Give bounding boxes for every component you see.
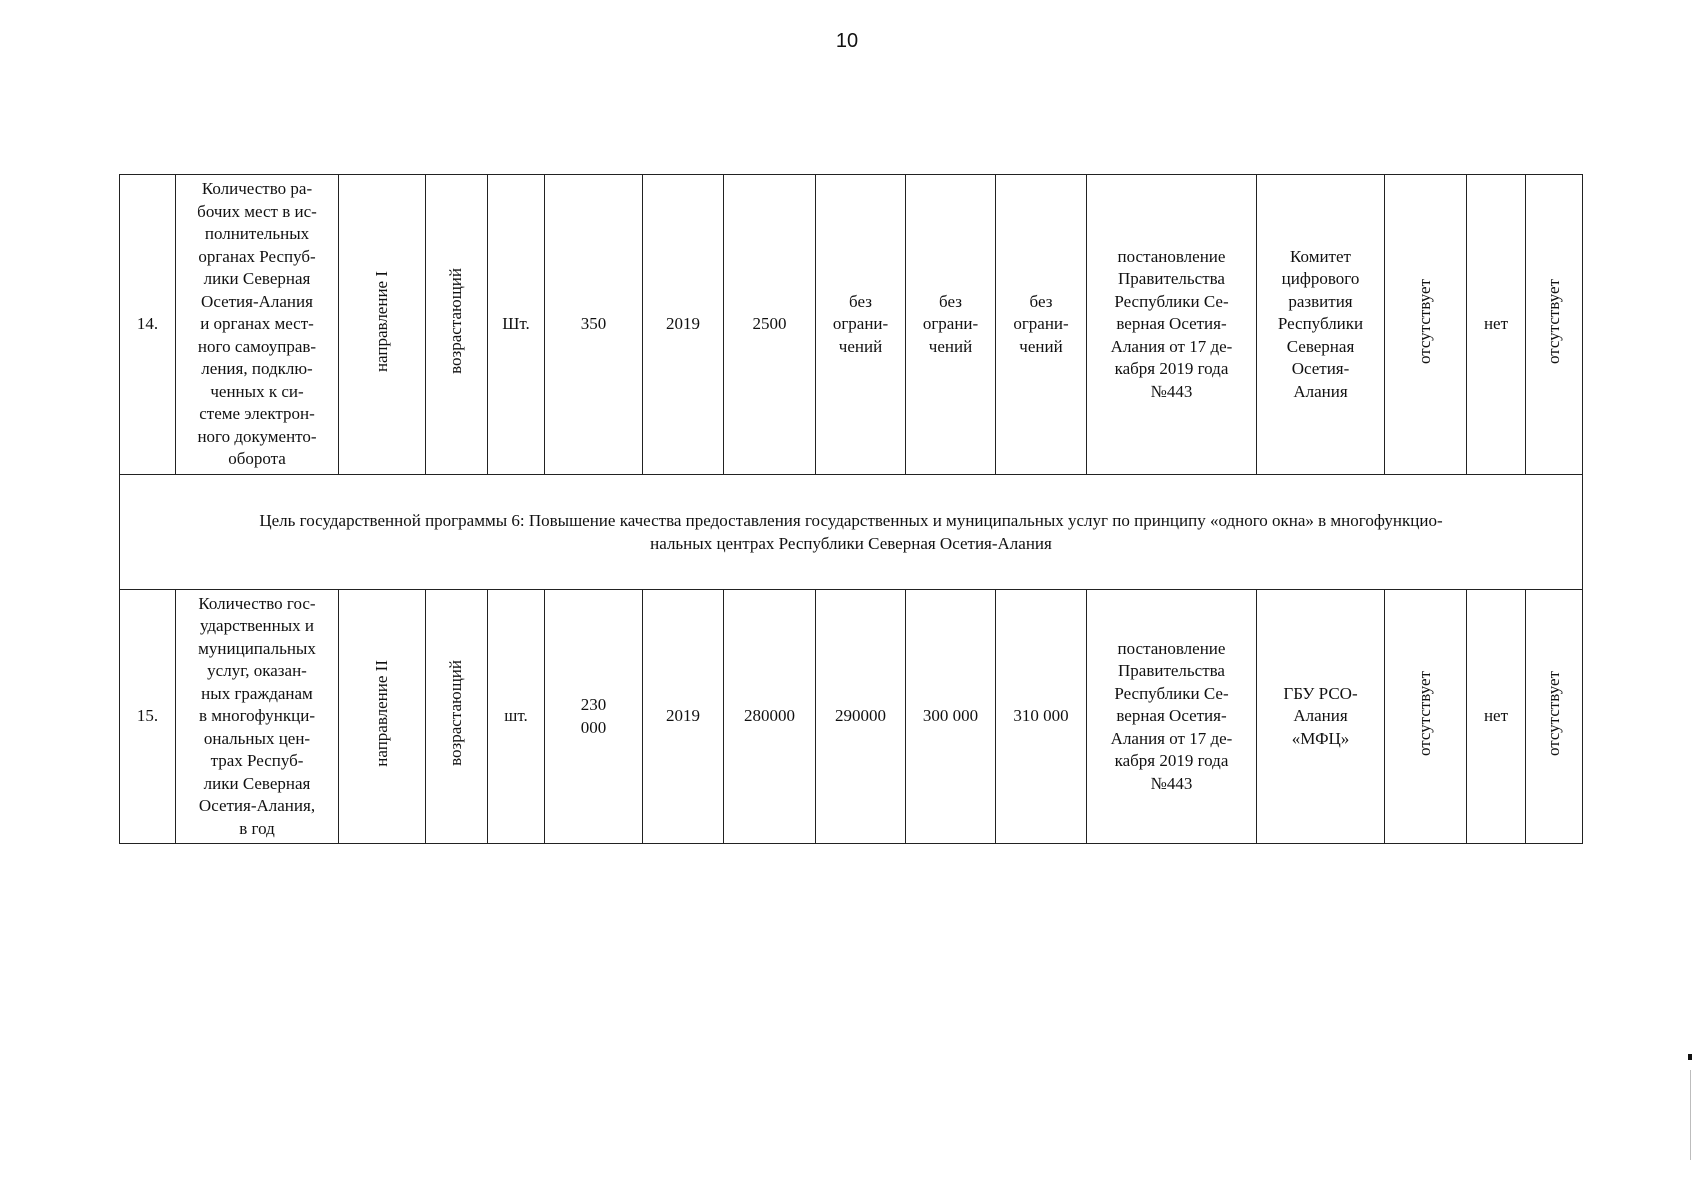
indicators-table [119,174,1583,844]
indicator-name: Количество ра- бочих мест в ис- полнительных органах Респуб- лики Северная Осетия-Алания и органах мест- ного самоуправ- ления, подклю- ченных к си- стеме электрон- ного документо- оборота [176,175,339,475]
unit-cell: шт. [488,590,545,844]
value-1-cell: 280000 [724,590,816,844]
col-a-cell [1385,590,1467,844]
unit-cell: Шт. [488,175,545,475]
base-value-cell: 350 [545,175,643,475]
col-b-cell: нет [1467,590,1526,844]
document-cell: постановление Правительства Республики Се- верная Осетия- Алания от 17 де- кабря 2019 года №443 [1087,590,1257,844]
trend-cell [426,175,488,475]
direction-cell [339,590,426,844]
responsible-cell: ГБУ РСО- Алания «МФЦ» [1257,590,1385,844]
trend-label: возрастающий [446,268,466,375]
goal-text: Цель государственной программы 6: Повышение качества предоставления государственных и муниципальных услуг по принципу «одного окна» в многофункцио- нальных центрах Республики Северная Осетия-Алания [120,475,1583,590]
value-4-cell: 310 000 [996,590,1087,844]
page-number: 10 [835,30,859,52]
base-year-cell: 2019 [643,175,724,475]
indicator-name: Количество гос- ударственных и муниципальных услуг, оказан- ных гражданам в многофункци- ональных цен- трах Респуб- лики Северная Осетия-Алания, в год [176,590,339,844]
value-3-cell: 300 000 [906,590,996,844]
base-year-cell: 2019 [643,590,724,844]
col-c-label: отсутствует [1543,278,1563,364]
trend-label: возрастающий [446,660,466,767]
responsible-cell: Комитет цифрового развития Республики Северная Осетия- Алания [1257,175,1385,475]
value-2-cell: без ограни- чений [816,175,906,475]
col-c-cell [1526,175,1583,475]
col-c-cell [1526,590,1583,844]
col-a-label: отсутствует [1415,278,1435,364]
col-c-label: отсутствует [1543,670,1563,756]
goal-row [120,475,1583,590]
direction-cell [339,175,426,475]
table-row [120,175,1583,475]
scan-edge-line [1690,1070,1691,1160]
document-cell: постановление Правительства Республики Се- верная Осетия- Алания от 17 де- кабря 2019 года №443 [1087,175,1257,475]
direction-label: направление II [371,659,391,767]
col-a-label: отсутствует [1415,670,1435,756]
row-number: 14. [120,175,176,475]
trend-cell [426,590,488,844]
base-value-cell: 230 000 [545,590,643,844]
value-4-cell: без ограни- чений [996,175,1087,475]
row-number: 15. [120,590,176,844]
col-b-cell: нет [1467,175,1526,475]
col-a-cell [1385,175,1467,475]
scan-speck [1688,1054,1692,1060]
table-row [120,590,1583,844]
value-3-cell: без ограни- чений [906,175,996,475]
value-2-cell: 290000 [816,590,906,844]
direction-label: направление I [371,270,391,372]
value-1-cell: 2500 [724,175,816,475]
